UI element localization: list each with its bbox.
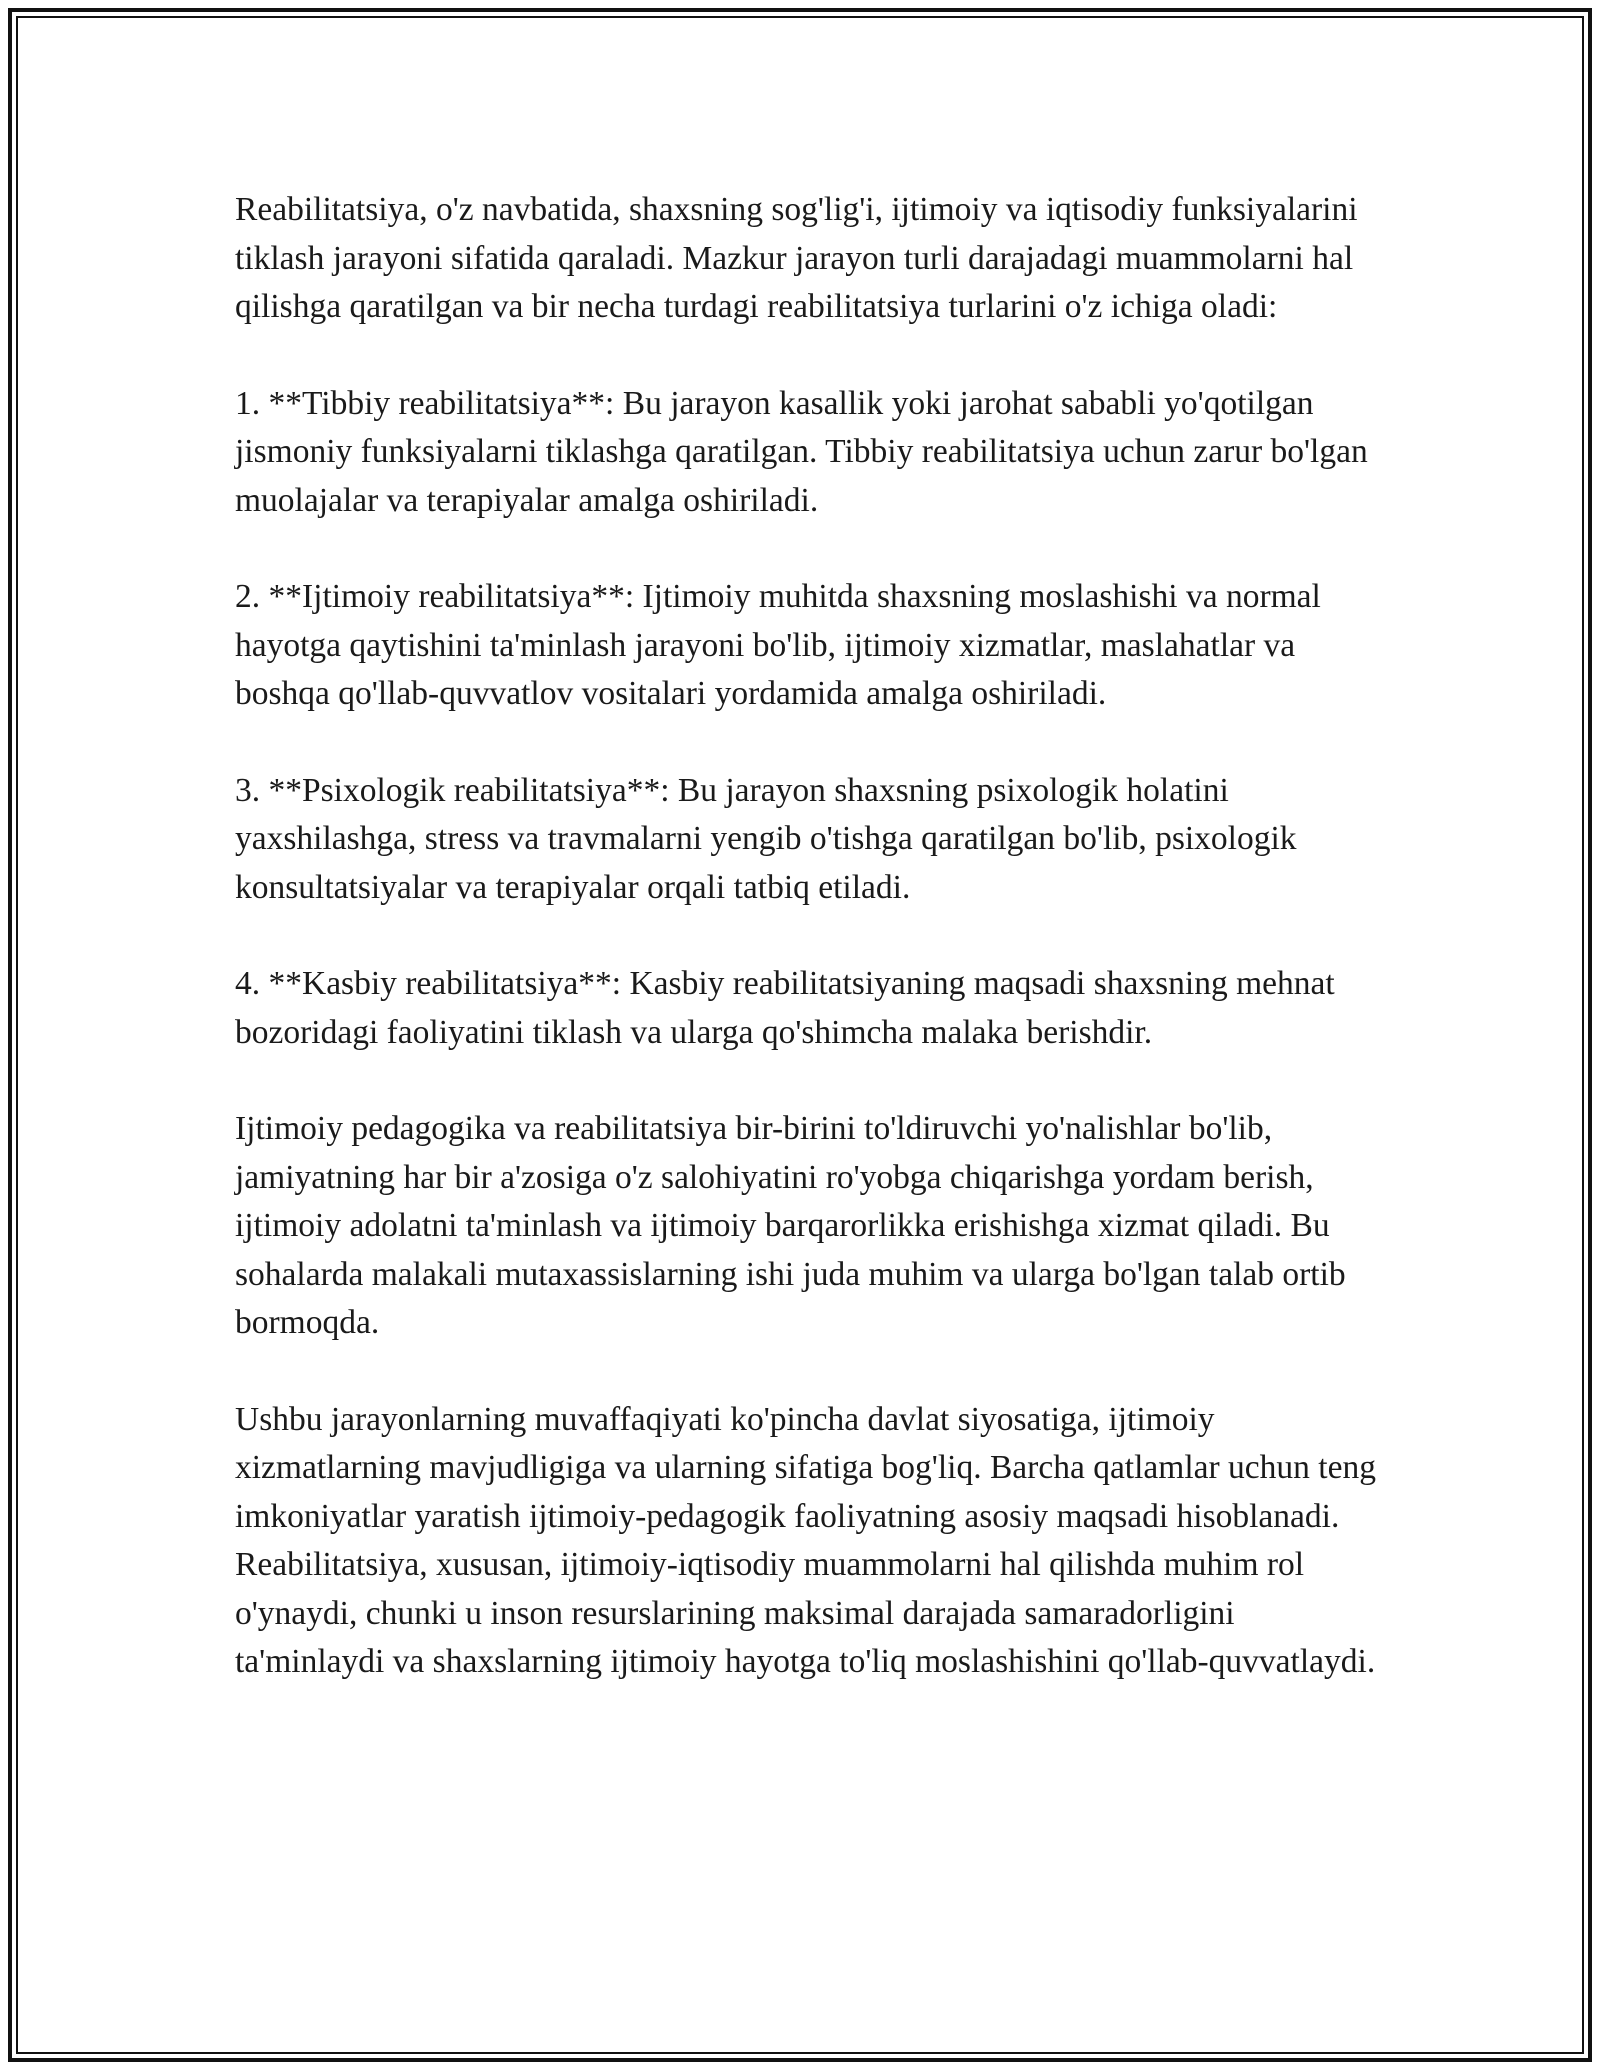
list-item-vocational-rehabilitation: 4. **Kasbiy reabilitatsiya**: Kasbiy reabilitatsiyaning maqsadi shaxsning mehnat bozoridagi faoliyatini tiklash va ularga qo'shimcha malaka berishdir. [235,965,1335,1051]
conclusion-paragraph: Ushbu jarayonlarning muvaffaqiyati ko'pincha davlat siyosatiga, ijtimoiy xizmatlarning mavjudligiga va ularning sifatiga bog'liq. Barcha qatlamlar uchun teng imkoniyatlar yaratish ijtimoiy-pedagogik faoliyatning asosiy maqsadi hisoblanadi. Reabilitatsiya, xususan, ijtimoiy-iqtisodiy muammolarni hal qilishda muhim rol o'ynaydi, chunki u inson resurslarining maksimal darajada samaradorligini ta'minlaydi va shaxslarning ijtimoiy hayotga to'liq moslashishini qo'llab-quvvatlaydi. [235,1400,1376,1680]
list-item-psychological-rehabilitation: 3. **Psixologik reabilitatsiya**: Bu jarayon shaxsning psixologik holatini yaxshilashga, stress va travmalarni yengib o'tishga qaratilgan bo'lib, psixologik konsultatsiyalar va terapiyalar orqali tatbiq etiladi. [235,771,1297,906]
intro-paragraph: Reabilitatsiya, o'z navbatida, shaxsning sog'lig'i, ijtimoiy va iqtisodiy funksiyalarini tiklash jarayoni sifatida qaraladi. Mazkur jarayon turli darajadagi muammolarni hal qilishga qaratilgan va bir necha turdagi reabilitatsiya turlarini o'z ichiga oladi: [235,191,1358,325]
list-item-social-rehabilitation: 2. **Ijtimoiy reabilitatsiya**: Ijtimoiy muhitda shaxsning moslashishi va normal hayotga qaytishini ta'minlash jarayoni bo'lib, ijtimoiy xizmatlar, maslahatlar va boshqa qo'llab-quvvatlov vositalari yordamida amalga oshiriladi. [235,578,1321,712]
social-pedagogy-paragraph: Ijtimoiy pedagogika va reabilitatsiya bir-birini to'ldiruvchi yo'nalishlar bo'lib, jamiyatning har bir a'zosiga o'z salohiyatini ro'yobga chiqarishga yordam berish, ijtimoiy adolatni ta'minlash va ijtimoiy barqarorlikka erishishga xizmat qiladi. Bu sohalarda malakali mutaxassislarning ishi juda muhim va ularga bo'lgan talab ortib bormoqda. [235,1110,1346,1341]
document-body [235,186,1385,1687]
list-item-medical-rehabilitation: 1. **Tibbiy reabilitatsiya**: Bu jarayon kasallik yoki jarohat sababli yo'qotilgan jismoniy funksiyalarni tiklashga qaratilgan. Tibbiy reabilitatsiya uchun zarur bo'lgan muolajalar va terapiyalar amalga oshiriladi. [235,384,1368,519]
